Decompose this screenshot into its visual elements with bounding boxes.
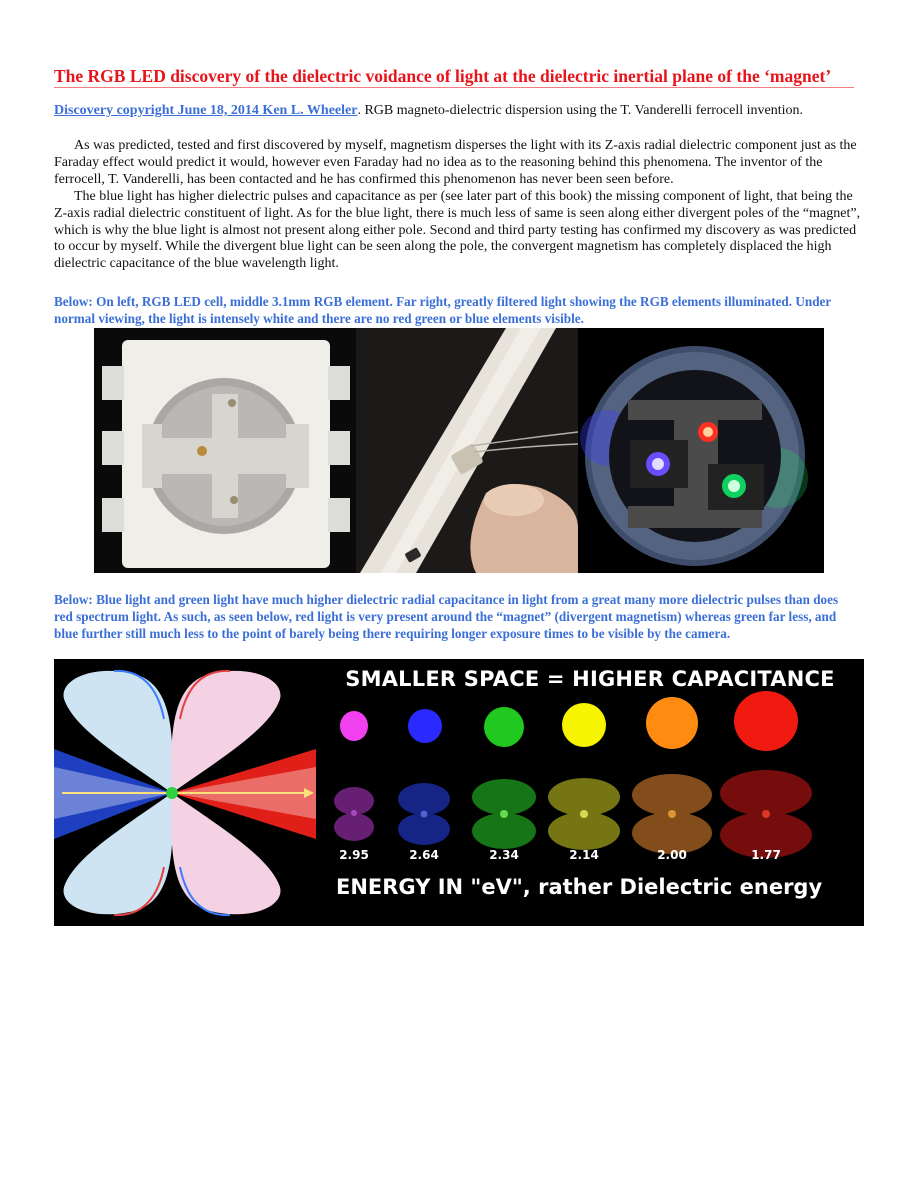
capacitance-energy-figure <box>316 659 864 926</box>
ev-label-orange: 2.00 <box>657 848 687 862</box>
figure-heading: SMALLER SPACE = HIGHER CAPACITANCE <box>345 667 835 691</box>
credit-line <box>54 103 803 119</box>
red-orbital <box>720 770 812 858</box>
ev-label-yellow: 2.14 <box>569 848 599 862</box>
title-underline <box>54 87 854 88</box>
body-text <box>54 138 862 273</box>
figure-caption: Below: Blue light and green light have much higher dielectric radial capacitance in light from a great many more dielectric pulses than does red spectrum light. As such, as seen below, red light is very present around the “magnet” (divergent magnetism) whereas green far less, and blue further still much less to the point of barely being there requiring longer exposure times to be visible by the camera. <box>54 592 839 641</box>
figure-footer: ENERGY IN "eV", rather Dielectric energy <box>336 875 823 899</box>
rgb-element-photo <box>356 328 578 573</box>
photo-caption: Below: On left, RGB LED cell, middle 3.1mm RGB element. Far right, greatly filtered light showing the RGB elements illuminated. Under normal viewing, the light is intensely white and there are no red green or blue elements visible. <box>54 294 832 326</box>
ev-label-blue: 2.64 <box>409 848 439 862</box>
violet-orbital <box>334 787 374 841</box>
copyright-link[interactable]: Discovery copyright June 18, 2014 Ken L. Wheeler <box>54 103 358 118</box>
yellow-orbital <box>548 778 620 850</box>
filtered-rgb-photo <box>578 328 824 573</box>
credit-description: . RGB magneto-dielectric dispersion using the T. Vanderelli ferrocell invention. <box>357 103 803 118</box>
blue-orbital <box>398 783 450 845</box>
rgb-led-cell-photo <box>94 328 356 573</box>
paragraph-2: The blue light has higher dielectric pulses and capacitance as per (see later part of this book) the missing component of light, that being the Z-axis radial dielectric constituent of light. As for the blue light, there is much less of same is seen along either divergent poles of the “magnet”, which is why the blue light is almost not present along either pole. Second and third party testing has confirmed my discovery as was predicted to occur by myself. While the divergent blue light can be seen along the pole, the convergent magnetism has completely displaced the high dielectric capacitance of the blue wavelength light. <box>54 188 861 272</box>
paragraph-1: As was predicted, tested and first discovered by myself, magnetism disperses the light with its Z-axis radial dielectric component just as the Faraday effect would predict it would, however even Faraday had no idea as to the reasoning behind this phenomena. The inventor of the ferrocell, T. Vanderelli, has been contacted and he has confirmed this phenomenon has never been seen before. <box>54 138 857 187</box>
orange-orbital <box>632 774 712 854</box>
ev-label-red: 1.77 <box>751 848 781 862</box>
page-title: The RGB LED discovery of the dielectric voidance of light at the dielectric inertial plane of the ‘magnet’ <box>54 66 832 86</box>
ev-label-green: 2.34 <box>489 848 519 862</box>
magnet-dispersion-diagram <box>54 659 316 926</box>
green-orbital <box>472 779 536 849</box>
ev-label-violet: 2.95 <box>339 848 369 862</box>
